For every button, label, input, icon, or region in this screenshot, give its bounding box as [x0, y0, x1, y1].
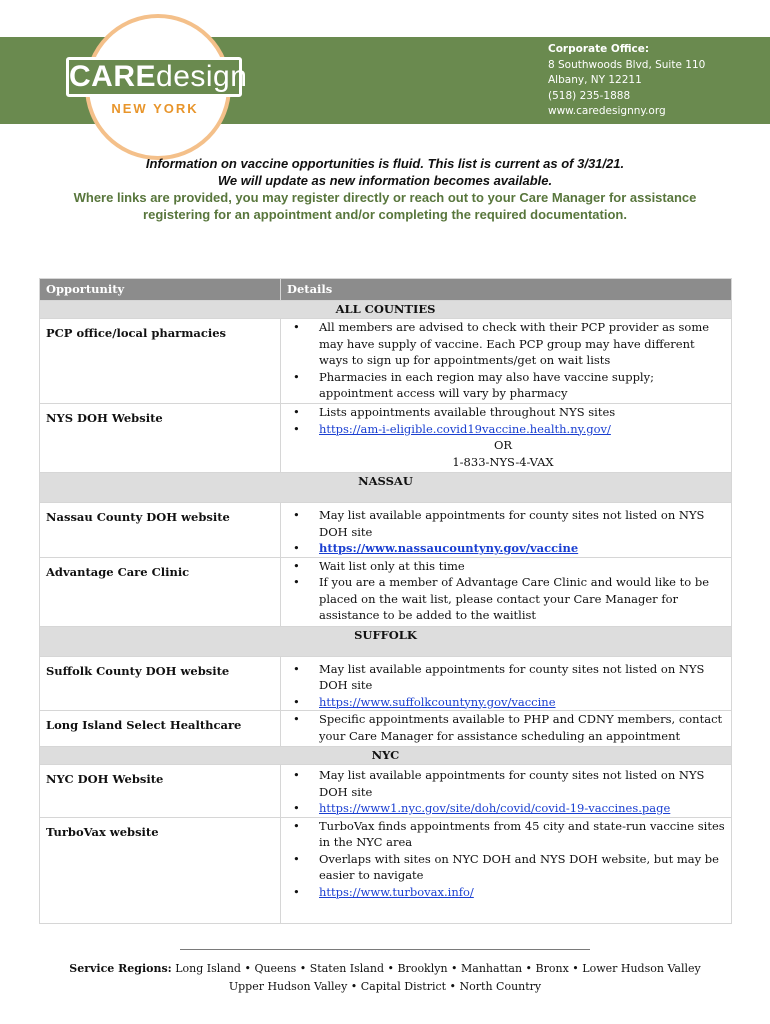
list-item: • TurboVax finds appointments from 45 city and state-run vaccine sites in the NYC area [307, 818, 725, 851]
section-row-nyc [40, 747, 732, 765]
details-cell [281, 711, 732, 747]
section-title: ALL COUNTIES [40, 301, 732, 319]
opportunity-name: Suffolk County DOH website [40, 656, 281, 711]
intro-line-update: We will update as new information becomes available. [217, 173, 553, 188]
details-list [281, 319, 725, 402]
details-cell [281, 319, 732, 404]
intro-line-current: Information on vaccine opportunities is fluid. This list is current as of 3/31/21. [145, 156, 625, 171]
details-cell [281, 817, 732, 924]
table-row [40, 319, 732, 404]
details-cell [281, 765, 732, 818]
details-list [281, 404, 725, 437]
table-row [40, 656, 732, 711]
suffolk-vaccine-link[interactable]: https://www.suffolkcountyny.gov/vaccine [319, 694, 556, 709]
nys-doh-link[interactable]: https://am-i-eligible.covid19vaccine.health.ny.gov/ [319, 421, 611, 436]
corporate-office-block [548, 42, 705, 120]
nyc-doh-link[interactable]: https://www1.nyc.gov/site/doh/covid/covid-19-vaccines.page [319, 801, 671, 815]
list-item: • May list available appointments for county sites not listed on NYS DOH site [307, 661, 725, 694]
section-row-nassau [40, 473, 732, 503]
intro-line-register: Where links are provided, you may register directly or reach out to your Care Manager for assistance registering for an appointment and/or completing the required documentation. [73, 190, 697, 222]
vaccine-phone-number: 1-833-NYS-4-VAX [452, 454, 554, 469]
section-title: SUFFOLK [40, 626, 732, 656]
list-item [307, 540, 725, 557]
service-regions-line1 [60, 960, 710, 978]
logo-design-text: design [156, 60, 248, 93]
details-list [281, 767, 725, 817]
vaccine-opportunities-table [39, 278, 732, 924]
corporate-office-title: Corporate Office: [548, 43, 650, 55]
column-header-opportunity: Opportunity [40, 279, 281, 301]
section-title: NYC [40, 747, 732, 765]
corporate-address-line2: Albany, NY 12211 [548, 74, 642, 86]
list-item [307, 421, 725, 438]
table-row [40, 817, 732, 924]
list-item: • If you are a member of Advantage Care Clinic and would like to be placed on the wait list, please contact your Care Manager for assistance to be added to the waitlist [307, 574, 725, 624]
footer-divider [180, 949, 590, 950]
details-cell [281, 656, 732, 711]
table-row [40, 765, 732, 818]
service-regions-line2: Upper Hudson Valley • Capital District • North Country [228, 980, 542, 993]
list-item: • May list available appointments for county sites not listed on NYS DOH site [307, 507, 725, 540]
details-cell [281, 557, 732, 626]
section-row-all-counties [40, 301, 732, 319]
intro-notice [60, 155, 710, 223]
table-row [40, 503, 732, 558]
list-item: • Wait list only at this time [307, 558, 725, 575]
list-item [307, 884, 725, 901]
opportunity-name: Long Island Select Healthcare [40, 711, 281, 747]
corporate-phone: (518) 235-1888 [548, 89, 631, 102]
service-regions-list: Long Island • Queens • Staten Island • Brooklyn • Manhattan • Bronx • Lower Hudson Valley [175, 962, 701, 975]
table-row [40, 404, 732, 473]
opportunity-name: PCP office/local pharmacies [40, 319, 281, 404]
service-regions-label: Service Regions: [69, 962, 172, 975]
opportunity-name: Advantage Care Clinic [40, 557, 281, 626]
column-header-details: Details [281, 279, 732, 301]
corporate-website: www.caredesignny.org [548, 105, 666, 117]
opportunity-name: NYC DOH Website [40, 765, 281, 818]
section-title: NASSAU [40, 473, 732, 503]
section-row-suffolk [40, 626, 732, 656]
details-list [281, 507, 725, 557]
details-list [281, 558, 725, 624]
logo-subtitle: NEW YORK [111, 101, 199, 116]
opportunity-name: TurboVax website [40, 817, 281, 924]
nassau-vaccine-link[interactable]: https://www.nassaucountyny.gov/vaccine [319, 541, 579, 555]
details-list [281, 818, 725, 901]
table-header-row [40, 279, 732, 301]
details-cell [281, 404, 732, 473]
corporate-address-line1: 8 Southwoods Blvd, Suite 110 [548, 58, 706, 71]
details-list [281, 711, 725, 744]
table-row [40, 557, 732, 626]
list-item: • All members are advised to check with their PCP provider as some may have supply of vaccine. Each PCP group may have different ways to sign up for appointments/get on wait lists [307, 319, 725, 369]
list-item: • May list available appointments for county sites not listed on NYS DOH site [307, 767, 725, 800]
details-cell [281, 503, 732, 558]
list-item: • Pharmacies in each region may also have vaccine supply; appointment access will vary by pharmacy [307, 369, 725, 402]
list-item: • Lists appointments available throughout NYS sites [307, 404, 725, 421]
turbovax-link[interactable]: https://www.turbovax.info/ [319, 884, 474, 899]
table-row [40, 711, 732, 747]
opportunity-name: NYS DOH Website [40, 404, 281, 473]
list-item [307, 694, 725, 711]
details-list [281, 661, 725, 711]
list-item [307, 800, 725, 817]
opportunity-name: Nassau County DOH website [40, 503, 281, 558]
list-item: • Specific appointments available to PHP and CDNY members, contact your Care Manager for assistance scheduling an appointment [307, 711, 725, 744]
or-text: OR [493, 438, 513, 452]
service-regions-footer [60, 960, 710, 996]
logo-care-text: CARE [69, 60, 157, 93]
list-item: • Overlaps with sites on NYC DOH and NYS DOH website, but may be easier to navigate [307, 851, 725, 884]
caredesign-logo [66, 57, 248, 97]
